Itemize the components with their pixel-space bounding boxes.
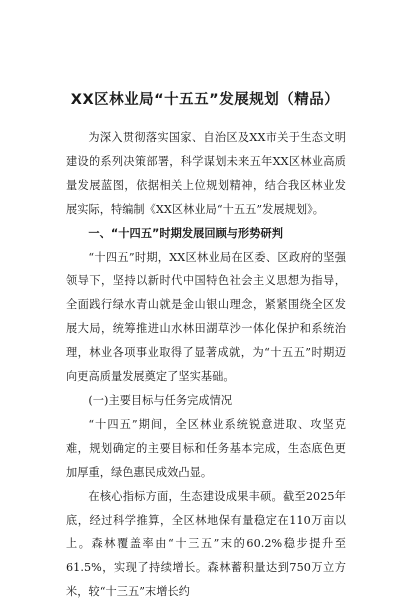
document-title: XX区林业局“十五五”发展规划（精品）	[70, 92, 340, 108]
subsection-paragraph-2: 在核心指标方面，生态建设成果丰硕。截至2025年底，经过科学推算，全区林地保有量稳定在110万亩以上。森林覆盖率由“十三五”末的60.2%稳步提升至61.5%，实现了持续增长。森林蓄积量达到750万立方米，较“十三五”末增长约	[66, 489, 346, 599]
section-heading: 一、“十四五”时期发展回顾与形势研判	[88, 226, 283, 240]
intro-paragraph: 为深入贯彻落实国家、自治区及XX市关于生态文明建设的系列决策部署，科学谋划未来五年XX区林业高质量发展蓝图，依据相关上位规划精神，结合我区林业发展实际，特编制《XX区林业局“十五五”发展规划》。	[66, 131, 346, 216]
subsection-heading: (一)主要目标与任务完成情况	[88, 393, 233, 407]
section-paragraph: “十四五”时期，XX区林业局在区委、区政府的坚强领导下，坚持以新时代中国特色社会主义思想为指导，全面践行绿水青山就是金山银山理念，紧紧围绕全区发展大局，统筹推进山水林田湖草沙一体化保护和系统治理，林业各项事业取得了显著成就，为“十五五”时期迈向更高质量发展奠定了坚实基础。	[66, 250, 346, 384]
subsection-paragraph: “十四五”期间，全区林业系统锐意进取、攻坚克难，规划确定的主要目标和任务基本完成，生态底色更加厚重，绿色惠民成效凸显。	[66, 417, 346, 479]
document-body	[66, 126, 346, 604]
